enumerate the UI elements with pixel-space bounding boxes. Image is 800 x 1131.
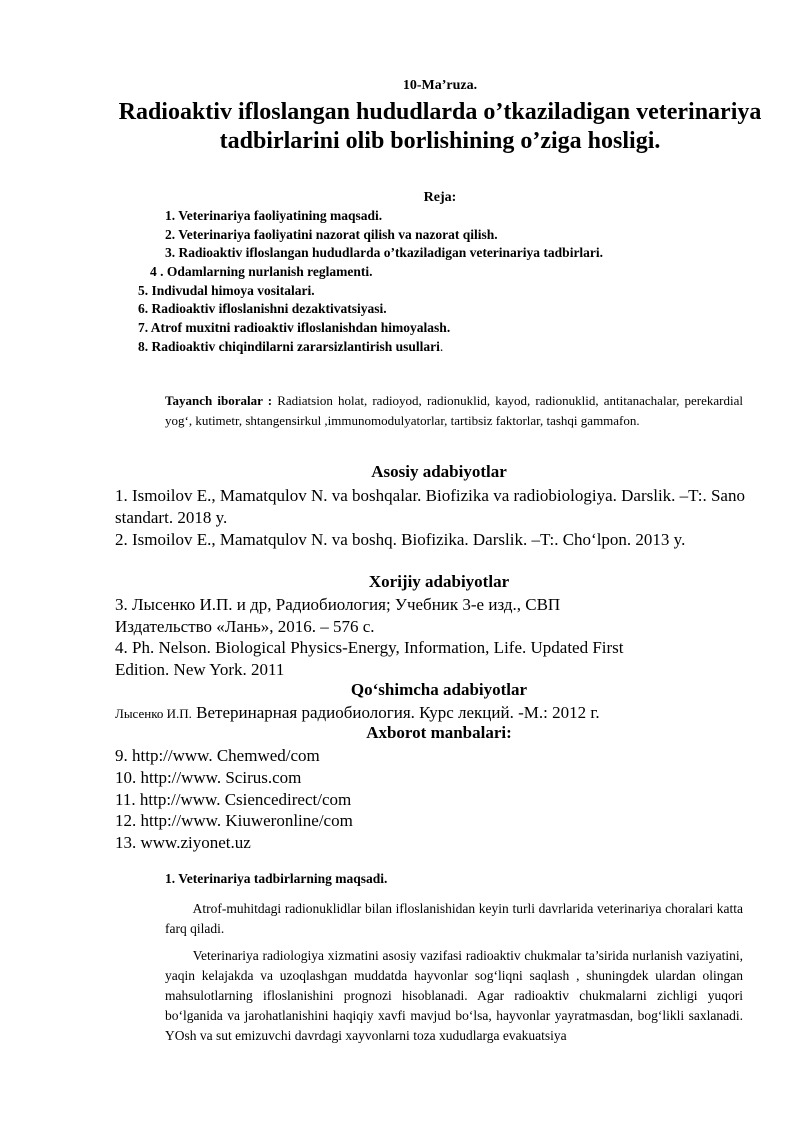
info-source-item: 9. http://www. Chemwed/com [115, 746, 320, 765]
reference-item: 3. Лысенко И.П. и др, Радиобиология; Учебник 3-е изд., СВП Издательство «Лань», 2016. – 576 с. [115, 595, 561, 636]
plan-item: 8. Radioaktiv chiqindilarni zararsizlantirish usullari [138, 339, 440, 354]
plan-item: 4 . Odamlarning nurlanish reglamenti. [150, 264, 373, 279]
foreign-literature-heading: Xorijiy adabiyotlar [368, 572, 510, 591]
lecture-number: 10-Ma’ruza. [402, 78, 478, 93]
main-literature-heading: Asosiy adabiyotlar [371, 462, 507, 481]
paragraph-text: Veterinariya radiologiya xizmatini asosiy vazifasi radioaktiv chukmalar ta’sirida nurlanish vaziyatini, yaqin kelajakda va uzoqlashgan muddatda hayvonlar sog‘liqni saqlash , shuningdek ulardan olingan mahsulotlarning ifloslanishini prognozi hisoblanadi. Agar radioaktiv chukmalarni zichligi yuqori bo‘lganida va jarohatlanishini haqiqiy xavfi mavjud bo‘lsa, hayvonlar yayratmasdan, bog‘likli saxlanadi. YOsh va sut emizuvchi davrdagi xayvonlarni toza xududlarga evakuatsiya [165, 948, 743, 1043]
document-title: Radioaktiv ifloslangan hududlarda o’tkaziladigan veterinariya tadbirlarini olib borlishining o’ziga hosligi. [118, 99, 762, 154]
reference-item: 2. Ismoilov E., Mamatqulov N. va boshq. Biofizika. Darslik. –T:. Cho‘lpon. 2013 y. [115, 530, 686, 549]
info-source-item: 12. http://www. Kiuweronline/com [115, 811, 353, 830]
reference-author: Лысенко И.П. [115, 706, 192, 721]
body-paragraph [165, 946, 743, 1046]
paragraph-text: Atrof-muhitdagi radionuklidlar bilan ifloslanishidan keyin turli davrlarida veterinariya choralari katta farq qiladi. [165, 901, 743, 936]
plan-item: 1. Veterinariya faoliyatining maqsadi. [165, 208, 383, 223]
info-source-item: 11. http://www. Csiencedirect/com [115, 790, 352, 809]
keywords-text: Radiatsion holat, radioyod, radionuklid, kayod, radionuklid, antitanachalar, perekardial yog‘, kutimetr, shtangensirkul ,immunomodulyatorlar, tartibsiz faktorlar, tashqi gammafon. [165, 393, 743, 428]
reference-rest: Ветеринарная радиобиология. Курс лекций. -М.: 2012 г. [196, 703, 600, 722]
plan-item: 6. Radioaktiv ifloslanishni dezaktivatsiyasi. [138, 301, 387, 316]
plan-item: 7. Atrof muxitni radioaktiv ifloslanishdan himoyalash. [138, 320, 451, 335]
keywords-label: Tayanch iboralar : [165, 393, 273, 408]
keywords-paragraph [165, 391, 743, 431]
reference-item: 4. Ph. Nelson. Biological Physics-Energy, Information, Life. Updated First Edition. New York. 2011 [115, 638, 624, 679]
section-heading: 1. Veterinariya tadbirlarning maqsadi. [165, 871, 388, 886]
plan-heading: Reja: [423, 190, 457, 205]
plan-item: 2. Veterinariya faoliyatini nazorat qilish va nazorat qilish. [165, 227, 498, 242]
reference-item: 1. Ismoilov E., Mamatqulov N. va boshqalar. Biofizika va radiobiologiya. Darslik. –T:. Sano standart. 2018 y. [115, 486, 745, 527]
info-sources-heading: Axborot manbalari: [366, 723, 512, 742]
plan-item: 5. Indivudal himoya vositalari. [138, 283, 315, 298]
plan-item: 3. Radioaktiv ifloslangan hududlarda o’tkaziladigan veterinariya tadbirlari. [165, 245, 604, 260]
extra-literature-heading: Qo‘shimcha adabiyotlar [350, 680, 528, 699]
info-source-item: 10. http://www. Scirus.com [115, 768, 302, 787]
info-source-item: 13. www.ziyonet.uz [115, 833, 251, 852]
body-paragraph [165, 899, 743, 939]
plan-item-period: . [439, 339, 444, 354]
reference-item [115, 702, 755, 725]
plan-item-last [138, 338, 443, 356]
